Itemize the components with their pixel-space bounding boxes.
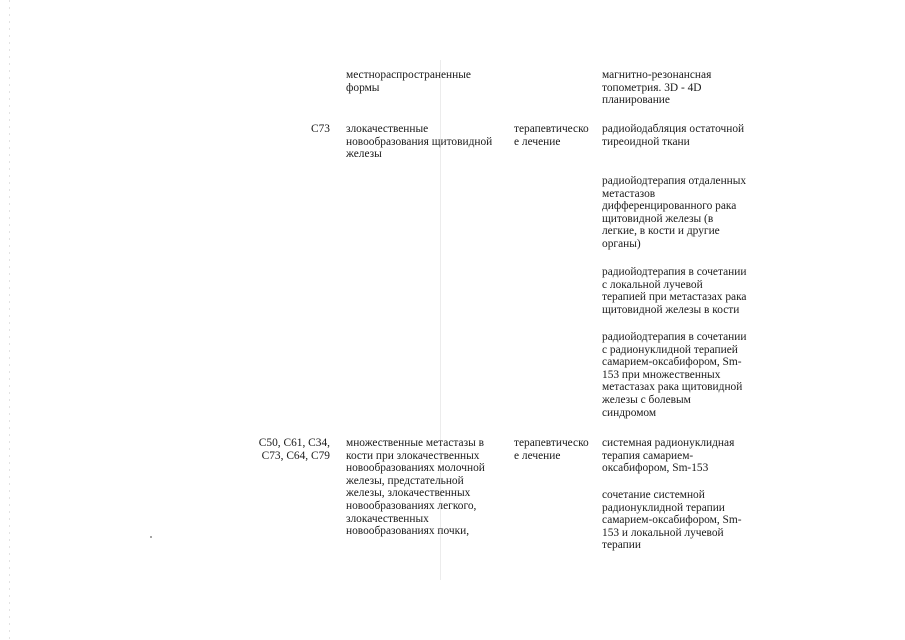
diagnosis-cell: местнораспространенные формы [346, 69, 471, 94]
icd-code-cell: C50, C61, C34, C73, C64, C79 [258, 437, 330, 462]
method-cell: радиойодтерапия в сочетании с радионуклидной терапией самарием-оксабифором, Sm- 153 при множественных метастазах рака щитовидной железы с болевым синдромом [602, 331, 747, 419]
scan-edge-artifact [9, 0, 10, 640]
method-cell: радиойодтерапия в сочетании с локальной лучевой терапией при метастазах рака щитовидной железы в кости [602, 266, 747, 316]
diagnosis-cell: множественные метастазы в кости при злокачественных новообразованиях молочной железы, предстательной железы, злокачественных новообразованиях легкого, злокачественных новообразованиях почки, [346, 437, 485, 538]
method-cell: радиойодабляция остаточной тиреоидной ткани [602, 123, 745, 148]
scan-speck [150, 536, 152, 538]
method-cell: радиойодтерапия отдаленных метастазов дифференцированного рака щитовидной железы (в легкие, в кости и другие органы) [602, 175, 747, 250]
diagnosis-cell: злокачественные новообразования щитовидной железы [346, 123, 493, 161]
method-cell: сочетание системной радионуклидной терапии самарием-оксабифором, Sm- 153 и локальной лучевой терапии [602, 489, 742, 552]
treatment-cell: терапевтическо е лечение [514, 123, 589, 148]
icd-code-cell: C73 [311, 123, 330, 135]
treatment-cell: терапевтическо е лечение [514, 437, 589, 462]
method-cell: магнитно-резонансная топометрия. 3D - 4D планирование [602, 69, 712, 107]
method-cell: системная радионуклидная терапия самарием- оксабифором, Sm-153 [602, 437, 735, 475]
